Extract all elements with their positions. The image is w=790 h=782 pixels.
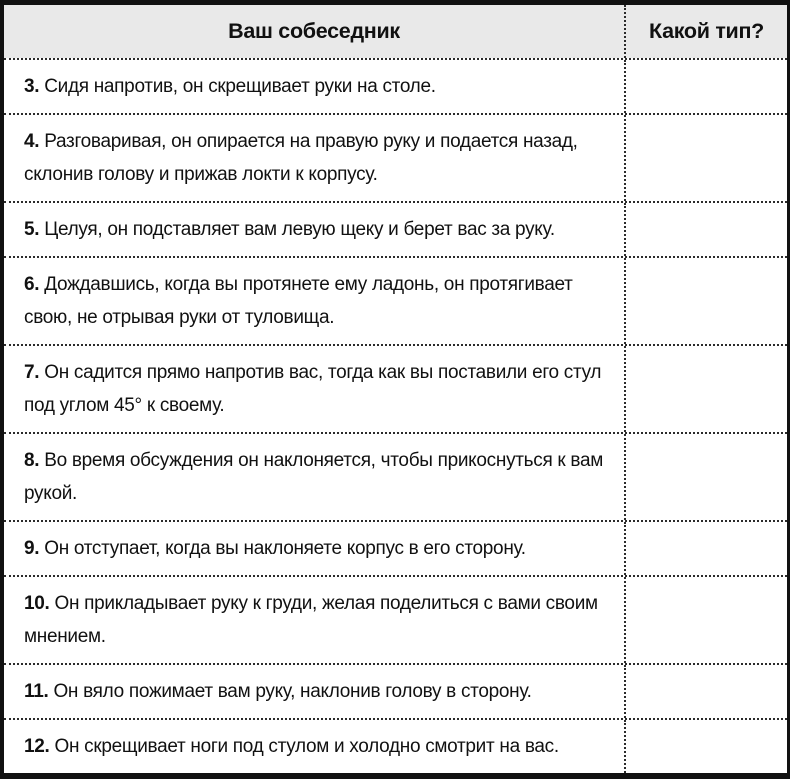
answer-cell-empty: [624, 434, 787, 520]
question-body: Он скрещивает ноги под стулом и холодно смотрит на вас.: [54, 736, 559, 757]
question-number: 8.: [24, 450, 40, 471]
question-text: [24, 444, 606, 510]
answer-cell-empty: [624, 522, 787, 575]
question-cell: [4, 115, 624, 201]
answer-cell-empty: [624, 577, 787, 663]
question-number: 5.: [24, 219, 40, 240]
table-row: [4, 718, 787, 773]
question-cell: [4, 346, 624, 432]
question-body: Он отступает, когда вы наклоняете корпус в его сторону.: [44, 538, 526, 559]
question-body: Он садится прямо напротив вас, тогда как вы поставили его стул под углом 45° к своему.: [24, 362, 602, 416]
question-number: 7.: [24, 362, 40, 383]
question-number: 10.: [24, 593, 50, 614]
table-row: [4, 344, 787, 432]
question-body: Во время обсуждения он наклоняется, чтобы прикоснуться к вам рукой.: [24, 450, 604, 504]
table-row: [4, 58, 787, 113]
table-header-row: [4, 5, 787, 58]
answer-cell-empty: [624, 60, 787, 113]
question-text: [24, 532, 526, 565]
question-body: Он вяло пожимает вам руку, наклонив голову в сторону.: [53, 681, 532, 702]
question-number: 11.: [24, 681, 49, 702]
table-row: [4, 520, 787, 575]
question-cell: [4, 203, 624, 256]
question-text: [24, 730, 559, 763]
answer-cell-empty: [624, 203, 787, 256]
table-row: [4, 256, 787, 344]
question-body: Дождавшись, когда вы протянете ему ладонь, он протягивает свою, не отрывая руки от туловища.: [24, 274, 573, 328]
question-text: [24, 70, 436, 103]
answer-cell-empty: [624, 665, 787, 718]
answer-cell-empty: [624, 115, 787, 201]
question-cell: [4, 60, 624, 113]
question-cell: [4, 665, 624, 718]
table-row: [4, 432, 787, 520]
answer-cell-empty: [624, 346, 787, 432]
question-text: [24, 213, 555, 246]
table-row: [4, 663, 787, 718]
answer-cell-empty: [624, 258, 787, 344]
question-text: [24, 356, 606, 422]
column-header-type: Какой тип?: [624, 5, 787, 58]
question-body: Он прикладывает руку к груди, желая поделиться с вами своим мнением.: [24, 593, 598, 647]
answer-cell-empty: [624, 720, 787, 773]
question-body: Сидя напротив, он скрещивает руки на столе.: [44, 76, 436, 97]
question-number: 6.: [24, 274, 40, 295]
question-cell: [4, 522, 624, 575]
question-body: Разговаривая, он опирается на правую руку и подается назад, склонив голову и прижав локти к корпусу.: [24, 131, 578, 185]
table-row: [4, 201, 787, 256]
question-cell: [4, 258, 624, 344]
question-cell: [4, 434, 624, 520]
question-text: [24, 268, 606, 334]
question-number: 4.: [24, 131, 40, 152]
question-body: Целуя, он подставляет вам левую щеку и берет вас за руку.: [44, 219, 555, 240]
column-header-interlocutor: Ваш собеседник: [228, 19, 400, 43]
question-number: 9.: [24, 538, 40, 559]
table-row: [4, 113, 787, 201]
question-cell: [4, 577, 624, 663]
question-number: 3.: [24, 76, 40, 97]
question-cell: [4, 720, 624, 773]
table-row: [4, 575, 787, 663]
question-text: [24, 125, 606, 191]
question-text: [24, 675, 532, 708]
question-text: [24, 587, 606, 653]
question-number: 12.: [24, 736, 50, 757]
